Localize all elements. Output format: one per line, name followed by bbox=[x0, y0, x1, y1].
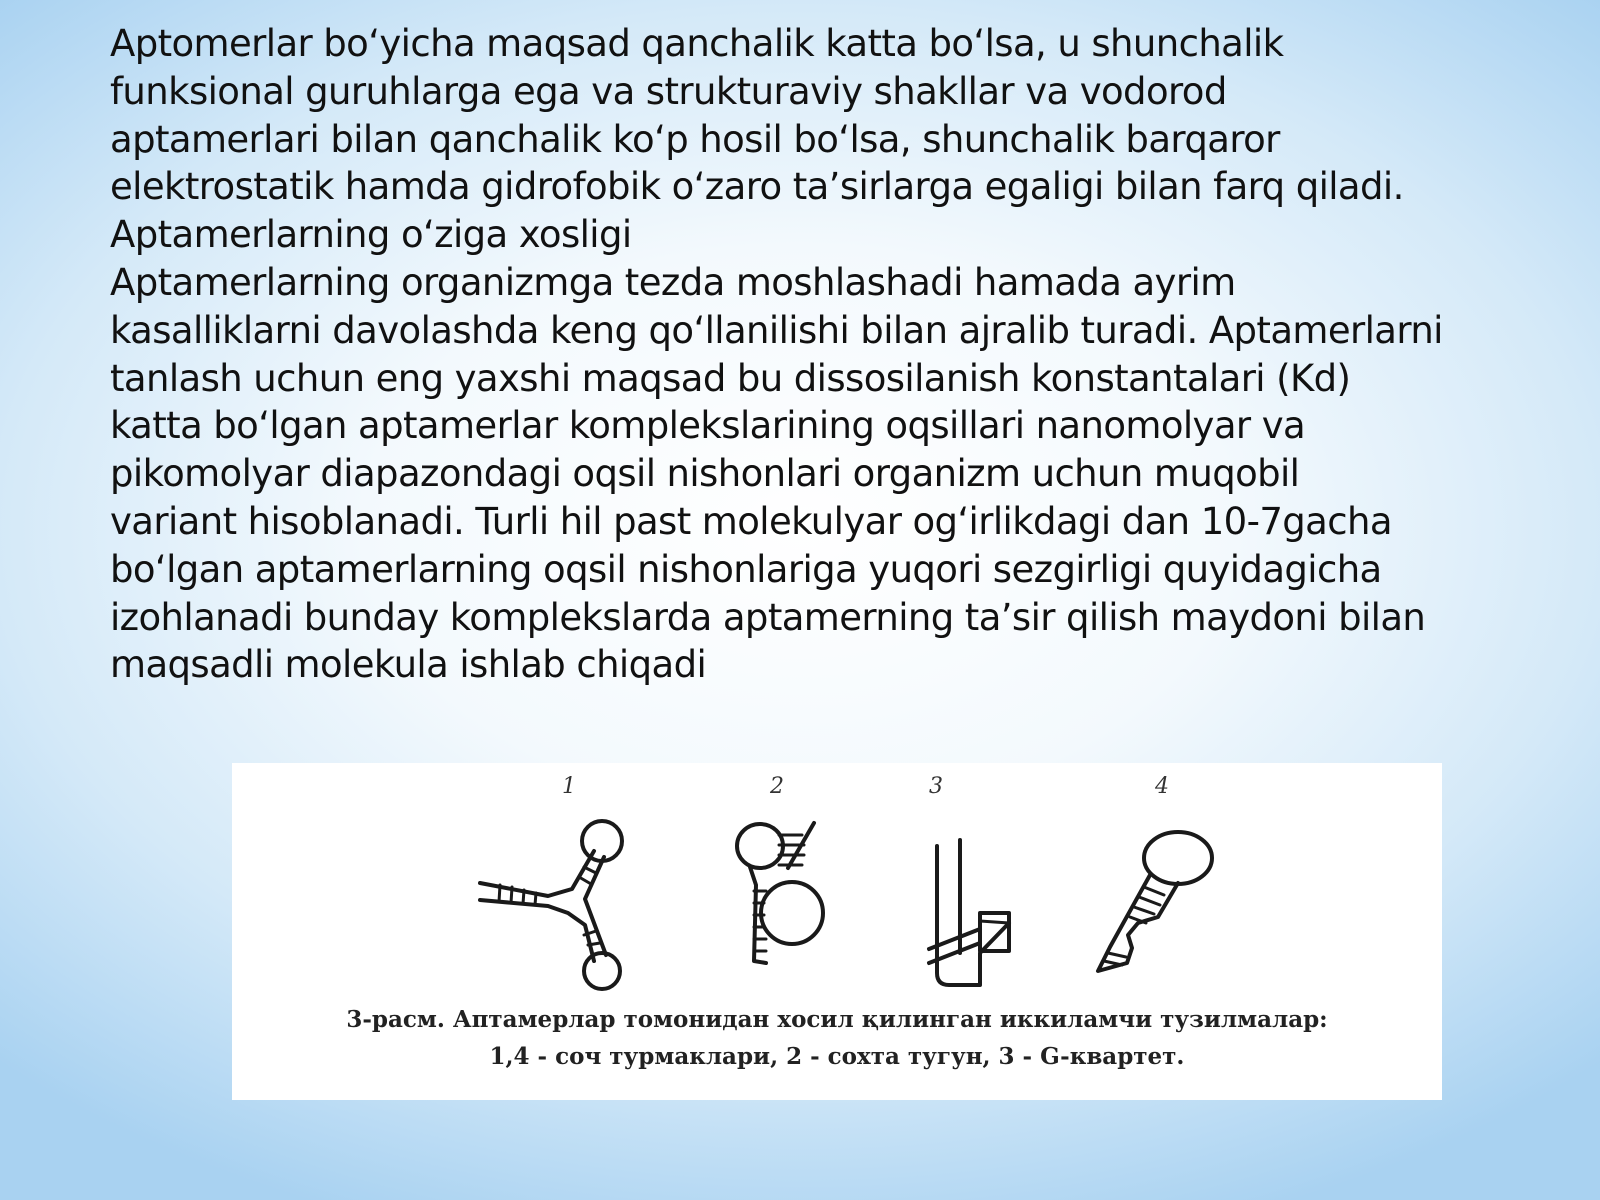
slide-body-text bbox=[110, 20, 1510, 689]
text-line: izohlanadi bunday komplekslarda aptamerning ta’sir qilish maydoni bilan bbox=[110, 595, 1426, 639]
text-line: variant hisoblanadi. Turli hil past molekulyar og‘irlikdagi dan 10-7gacha bbox=[110, 499, 1392, 543]
text-line: funksional guruhlarga ega va strukturaviy shakllar va vodorod bbox=[110, 69, 1227, 113]
text-line: maqsadli molekula ishlab chiqadi bbox=[110, 643, 707, 687]
text-line: kasalliklarni davolashda keng qo‘llanilishi bilan ajralib turadi. Aptamerlarni bbox=[110, 308, 1443, 352]
hairpin-loop-structure bbox=[1098, 832, 1212, 971]
text-line: aptamerlari bilan qanchalik ko‘p hosil bo‘lsa, shunchalik barqaror bbox=[110, 117, 1280, 161]
hairpin-junction-structure bbox=[480, 821, 622, 989]
caption-line-2: 1,4 - соч турмаклари, 2 - сохта тугун, 3 - G-квартет. bbox=[489, 1043, 1185, 1070]
section-heading-line: Aptamerlarning o‘ziga xosligi bbox=[110, 213, 632, 257]
caption-line-1: 3-расм. Аптамерлар томонидан хосил қилинган иккиламчи тузилмалар: bbox=[346, 1006, 1328, 1033]
text-line: pikomolyar diapazondagi oqsil nishonlari organizm uchun muqobil bbox=[110, 452, 1300, 496]
text-line: katta bo‘lgan aptamerlar komplekslarining oqsillari nanomolyar va bbox=[110, 404, 1306, 448]
g-quartet-structure bbox=[929, 840, 1009, 985]
pseudoknot-structure bbox=[737, 823, 823, 963]
text-line: Aptomerlar bo‘yicha maqsad qanchalik katta bo‘lsa, u shunchalik bbox=[110, 22, 1284, 65]
text-line: tanlash uchun eng yaxshi maqsad bu dissosilanish konstantalari (Kd) bbox=[110, 356, 1351, 400]
text-line: bo‘lgan aptamerlarning oqsil nishonlariga yuqori sezgirligi quyidagicha bbox=[110, 547, 1382, 591]
aptamer-structures-figure bbox=[232, 763, 1442, 1100]
figure-caption bbox=[232, 1001, 1442, 1075]
text-line: elektrostatik hamda gidrofobik o‘zaro ta’sirlarga egaligi bilan farq qiladi. bbox=[110, 165, 1404, 209]
structure-label-3: 3 bbox=[929, 774, 943, 799]
structure-label-1: 1 bbox=[562, 774, 576, 799]
structure-label-4: 4 bbox=[1155, 774, 1169, 799]
structure-label-2: 2 bbox=[770, 774, 784, 799]
aptamer-diagram bbox=[232, 763, 1442, 1003]
text-line: Aptamerlarning organizmga tezda moshlashadi hamada ayrim bbox=[110, 260, 1236, 304]
